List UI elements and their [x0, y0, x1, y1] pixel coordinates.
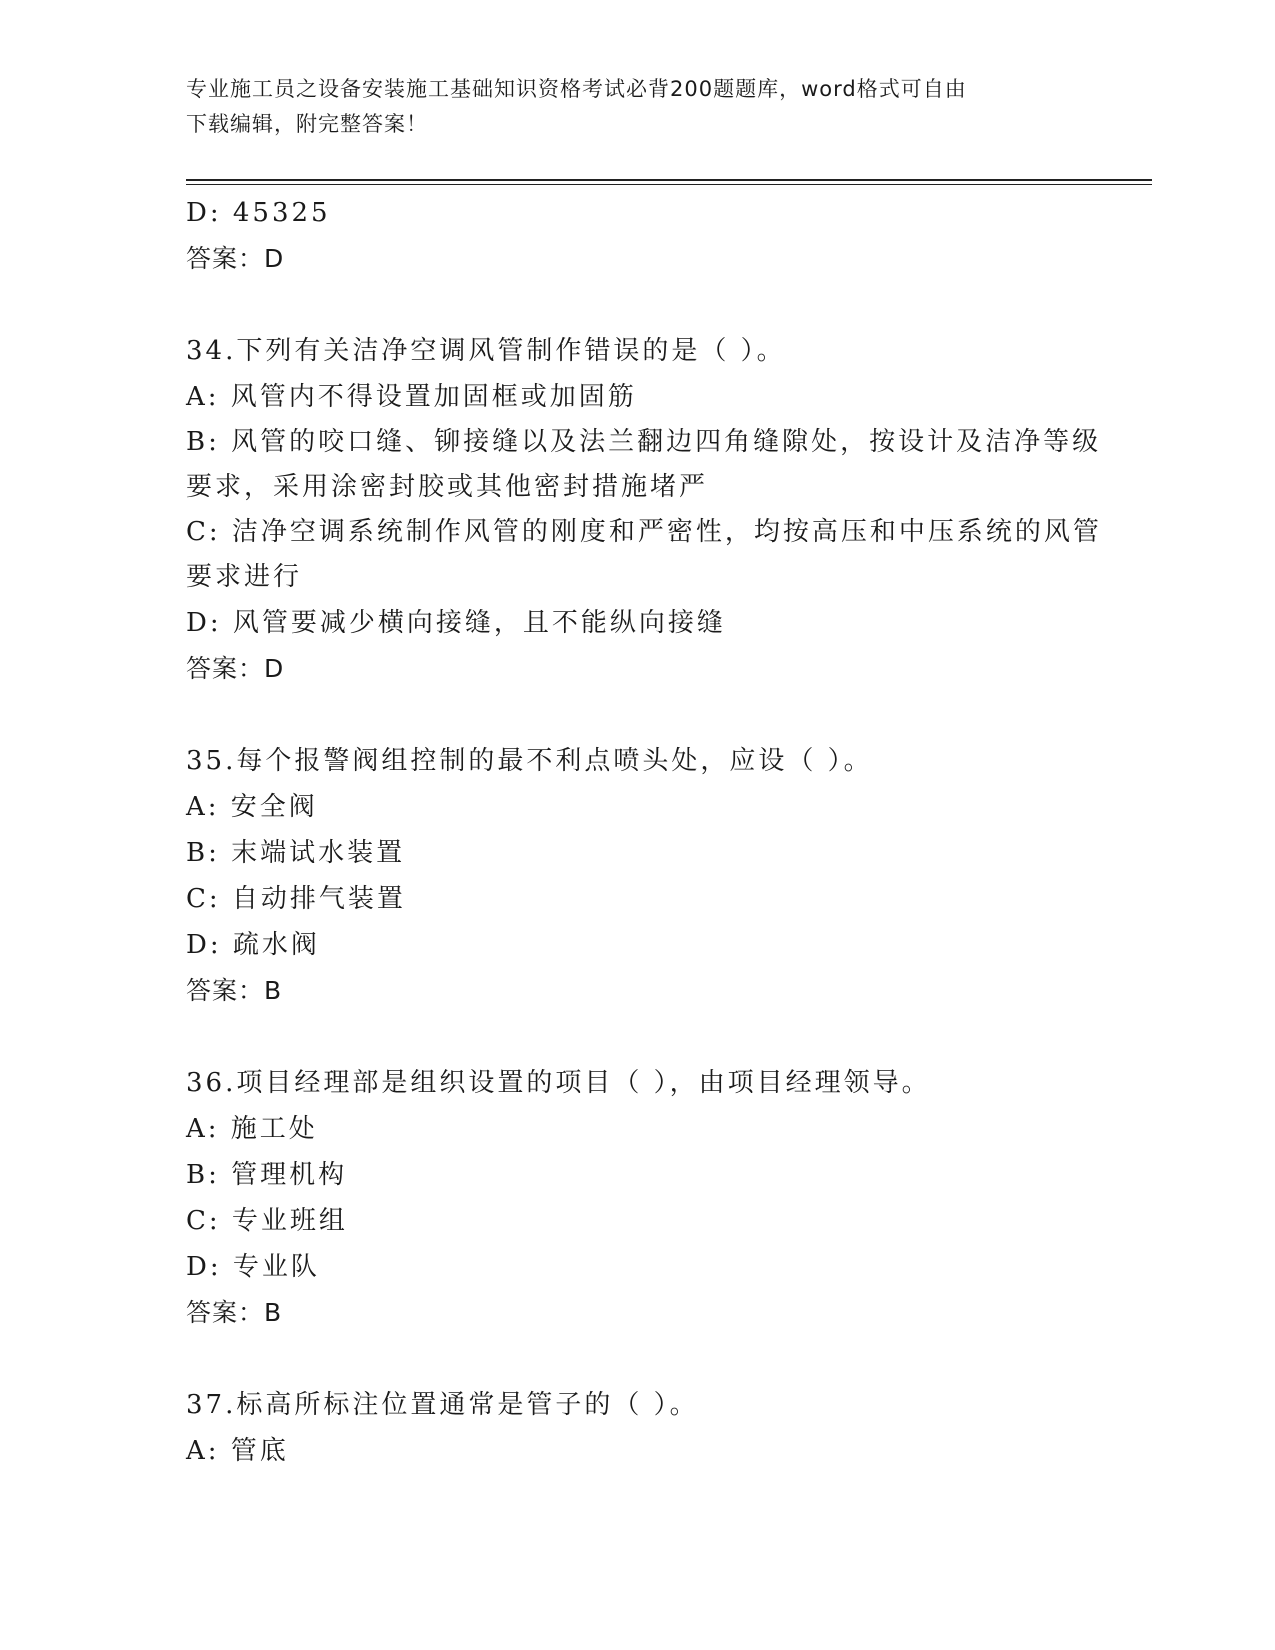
question-36	[186, 1060, 1106, 1336]
option-a: A: 管底	[186, 1436, 289, 1466]
question-stem: 36.项目经理部是组织设置的项目（ ），由项目经理领导。	[186, 1068, 931, 1098]
option-c: C: 洁净空调系统制作风管的刚度和严密性，均按高压和中压系统的风管要求进行	[186, 517, 1102, 592]
option-d: D: 疏水阀	[186, 930, 320, 960]
question-stem: 37.标高所标注位置通常是管子的（ ）。	[186, 1390, 699, 1420]
answer-line: 答案：B	[186, 976, 283, 1005]
answer-line: 答案：B	[186, 1298, 283, 1327]
answer-line: 答案：D	[186, 244, 285, 273]
answer-line: 答案：D	[186, 654, 285, 683]
header-title-line-2: 下载编辑，附完整答案！	[186, 112, 428, 136]
option-c: C: 自动排气装置	[186, 884, 406, 914]
header-divider-thin	[186, 184, 1152, 185]
question-37	[186, 1382, 1106, 1474]
option-d: D: 专业队	[186, 1252, 320, 1282]
question-stem: 35.每个报警阀组控制的最不利点喷头处，应设（ ）。	[186, 746, 873, 776]
question-35	[186, 738, 1106, 1014]
question-list	[186, 190, 1106, 1474]
header-divider-thick	[186, 179, 1152, 181]
option-c: C: 专业班组	[186, 1206, 348, 1236]
option-b: B: 末端试水装置	[186, 838, 406, 868]
option-d: D: 45325	[186, 198, 331, 228]
header-title-line-1: 专业施工员之设备安装施工基础知识资格考试必背200题题库，word格式可自由	[186, 77, 967, 101]
option-b: B: 风管的咬口缝、铆接缝以及法兰翻边四角缝隙处，按设计及洁净等级要求，采用涂密封胶或其他密封措施堵严	[186, 427, 1102, 502]
option-a: A: 风管内不得设置加固框或加固筋	[186, 382, 637, 412]
option-a: A: 施工处	[186, 1114, 318, 1144]
option-b: B: 管理机构	[186, 1160, 348, 1190]
question-33-tail	[186, 190, 1106, 282]
document-header	[186, 72, 1066, 142]
option-a: A: 安全阀	[186, 792, 318, 822]
question-stem: 34.下列有关洁净空调风管制作错误的是（ ）。	[186, 336, 786, 366]
question-34	[186, 328, 1106, 692]
option-d: D: 风管要减少横向接缝，且不能纵向接缝	[186, 608, 726, 638]
